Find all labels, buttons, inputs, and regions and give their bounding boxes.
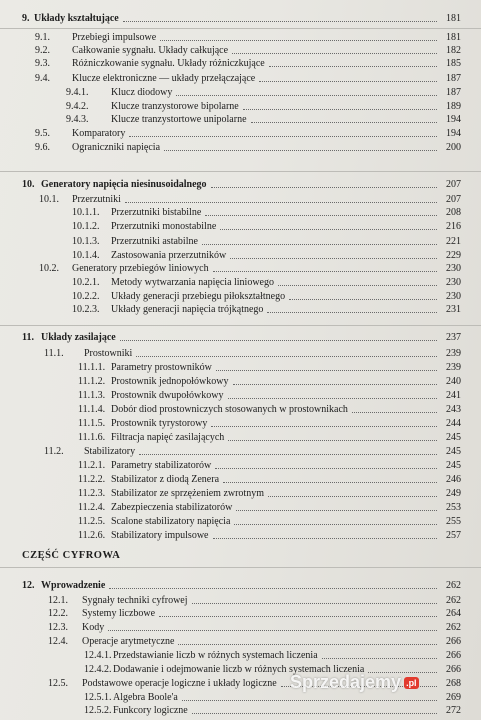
dot-leader (129, 136, 437, 137)
toc-entry-title: Prostownik jednopołówkowy (111, 376, 229, 387)
toc-entry (0, 31, 481, 44)
dot-leader (236, 510, 437, 511)
toc-entry-number: 10.2.1. (72, 277, 100, 288)
toc-entry-number: 9.1. (35, 32, 50, 43)
toc-entry-page: 185 (446, 58, 461, 69)
toc-entry-title: Stabilizatory impulsowe (111, 530, 209, 541)
toc-entry-number: 11.2. (44, 446, 64, 457)
toc-entry-page: 262 (446, 595, 461, 606)
toc-entry-page: 262 (446, 622, 461, 633)
dot-leader (164, 150, 437, 151)
toc-chapter-entry (0, 579, 481, 592)
dot-leader (205, 215, 437, 216)
toc-entry-number: 10. (22, 179, 35, 190)
toc-entry-number: 10.2. (39, 263, 59, 274)
toc-entry (0, 515, 481, 528)
toc-entry-number: 9.4.2. (66, 101, 89, 112)
toc-entry (0, 235, 481, 248)
toc-entry-number: 10.1.3. (72, 236, 100, 247)
toc-entry-number: 10.2.2. (72, 291, 100, 302)
toc-entry-page: 249 (446, 488, 461, 499)
toc-entry-number: 11.1. (44, 348, 64, 359)
toc-entry-number: 11.2.4. (78, 502, 106, 513)
toc-entry-page: 245 (446, 460, 461, 471)
toc-entry-title: Systemy liczbowe (82, 608, 156, 619)
toc-entry-page: 262 (446, 580, 461, 591)
toc-entry (0, 347, 481, 360)
toc-entry-title: Generatory przebiegów liniowych (72, 263, 209, 274)
toc-entry-page: 181 (446, 13, 461, 24)
toc-entry-title: Różniczkowanie sygnału. Układy różniczkujące (72, 58, 265, 69)
toc-entry-number: 9.4.3. (66, 114, 89, 125)
toc-entry (0, 361, 481, 374)
toc-entry-page: 187 (446, 87, 461, 98)
toc-entry-page: 240 (446, 376, 461, 387)
toc-entry-page: 187 (446, 73, 461, 84)
toc-entry-page: 246 (446, 474, 461, 485)
toc-entry-number: 12.3. (48, 622, 68, 633)
toc-entry (0, 431, 481, 444)
toc-entry-number: 9.4.1. (66, 87, 89, 98)
toc-entry-page: 221 (446, 236, 461, 247)
dot-leader (228, 440, 437, 441)
dot-leader (139, 454, 437, 455)
toc-entry-number: 10.1. (39, 194, 59, 205)
toc-entry (0, 389, 481, 402)
toc-entry-page: 253 (446, 502, 461, 513)
toc-entry-page: 216 (446, 221, 461, 232)
toc-entry-title: Układy zasilające (41, 332, 116, 343)
toc-entry (0, 487, 481, 500)
toc-entry (0, 249, 481, 262)
toc-entry-page: 207 (446, 194, 461, 205)
toc-entry-title: Dobór diod prostowniczych stosowanych w prostownikach (111, 404, 348, 415)
toc-entry-number: 9.3. (35, 58, 50, 69)
toc-entry-page: 244 (446, 418, 461, 429)
toc-entry-page: 264 (446, 608, 461, 619)
toc-entry-number: 12.5. (48, 678, 68, 689)
watermark-logo (290, 672, 419, 693)
toc-entry (0, 86, 481, 99)
dot-leader (192, 713, 437, 714)
toc-entry-title: Parametry stabilizatorów (111, 460, 212, 471)
dot-leader (160, 40, 437, 41)
toc-entry-number: 11.2.2. (78, 474, 106, 485)
dot-leader (233, 384, 437, 385)
toc-entry-page: 231 (446, 304, 461, 315)
toc-entry-number: 12.4.1. (84, 650, 112, 661)
dot-leader (223, 482, 437, 483)
toc-entry (0, 303, 481, 316)
toc-entry-title: Metody wytwarzania napięcia liniowego (111, 277, 274, 288)
toc-entry (0, 220, 481, 233)
dot-leader (159, 616, 437, 617)
toc-entry-title: Filtracja napięć zasilających (111, 432, 225, 443)
toc-entry (0, 501, 481, 514)
toc-entry-page: 257 (446, 530, 461, 541)
toc-entry (0, 459, 481, 472)
toc-entry-page: 266 (446, 636, 461, 647)
toc-entry (0, 704, 481, 717)
dot-leader (211, 187, 437, 188)
toc-entry-title: Operacje arytmetyczne (82, 636, 175, 647)
toc-entry-number: 11.1.5. (78, 418, 106, 429)
page-rule (0, 171, 481, 172)
toc-entry-page: 243 (446, 404, 461, 415)
toc-entry (0, 417, 481, 430)
toc-entry (0, 127, 481, 140)
dot-leader (232, 53, 437, 54)
dot-leader (243, 109, 437, 110)
dot-leader (215, 468, 437, 469)
toc-entry-title: Przebiegi impulsowe (72, 32, 157, 43)
toc-entry (0, 607, 481, 620)
dot-leader (220, 229, 437, 230)
toc-entry-page: 255 (446, 516, 461, 527)
toc-entry-number: 11.1.3. (78, 390, 106, 401)
toc-entry (0, 113, 481, 126)
toc-entry-title: Układy generacji przebiegu piłokształtnego (111, 291, 286, 302)
dot-leader (268, 496, 437, 497)
toc-entry-number: 11.2.1. (78, 460, 106, 471)
page-rule (0, 28, 481, 29)
toc-entry (0, 473, 481, 486)
toc-entry-page: 230 (446, 263, 461, 274)
toc-entry-page: 189 (446, 101, 461, 112)
toc-entry-page: 200 (446, 142, 461, 153)
dot-leader (322, 658, 437, 659)
toc-entry-page: 266 (446, 664, 461, 675)
toc-entry-title: Prostownik tyrystorowy (111, 418, 208, 429)
toc-entry-number: 11.2.6. (78, 530, 106, 541)
dot-leader (211, 426, 437, 427)
toc-entry-title: Prostownik dwupołówkowy (111, 390, 224, 401)
dot-leader (352, 412, 437, 413)
toc-entry (0, 193, 481, 206)
toc-entry-title: Komparatory (72, 128, 126, 139)
toc-entry (0, 375, 481, 388)
toc-entry-number: 12.2. (48, 608, 68, 619)
toc-entry-number: 10.1.1. (72, 207, 100, 218)
toc-entry-title: Klucze tranzystortowe unipolarne (111, 114, 247, 125)
dot-leader (120, 340, 437, 341)
toc-entry (0, 403, 481, 416)
watermark-badge: .pl (406, 677, 417, 688)
toc-entry-number: 11.1.4. (78, 404, 106, 415)
dot-leader (136, 356, 437, 357)
toc-entry-number: 12.5.1. (84, 692, 112, 703)
toc-entry-title: Klucze tranzystorowe bipolarne (111, 101, 239, 112)
toc-entry-title: Sygnały techniki cyfrowej (82, 595, 188, 606)
toc-entry-page: 266 (446, 650, 461, 661)
toc-entry-page: 245 (446, 432, 461, 443)
toc-entry-number: 12.5.2. (84, 705, 112, 716)
toc-entry-number: 11.2.3. (78, 488, 106, 499)
toc-entry-number: 12. (22, 580, 35, 591)
dot-leader (108, 630, 437, 631)
toc-entry-number: 12.4. (48, 636, 68, 647)
dot-leader (182, 700, 437, 701)
toc-entry-title: Algebra Boole'a (113, 692, 178, 703)
toc-entry-title: Układy kształtujące (34, 13, 119, 24)
page-rule (0, 567, 481, 568)
toc-entry-number: 9.4. (35, 73, 50, 84)
toc-entry-page: 194 (446, 114, 461, 125)
toc-entry-title: Prostowniki (84, 348, 133, 359)
toc-entry-page: 194 (446, 128, 461, 139)
toc-entry (0, 621, 481, 634)
toc-entry-number: 11.1.6. (78, 432, 106, 443)
toc-entry-title: Całkowanie sygnału. Układy całkujące (72, 45, 229, 56)
toc-entry-number: 9.6. (35, 142, 50, 153)
dot-leader (269, 66, 437, 67)
toc-entry-page: 229 (446, 250, 461, 261)
toc-entry (0, 262, 481, 275)
toc-entry-title: Stabilizator z diodą Zenera (111, 474, 220, 485)
toc-entry (0, 290, 481, 303)
toc-entry-page: 239 (446, 348, 461, 359)
dot-leader (259, 81, 437, 82)
toc-entry-title: Przerzutniki (72, 194, 121, 205)
toc-entry-number: 12.1. (48, 595, 68, 606)
toc-entry (0, 445, 481, 458)
toc-entry-number: 9.2. (35, 45, 50, 56)
toc-entry (0, 141, 481, 154)
toc-entry (0, 57, 481, 70)
toc-entry-title: Podstawowe operacje logiczne i układy logiczne (82, 678, 277, 689)
dot-leader (267, 312, 437, 313)
watermark-text: Sprzedajemy (290, 672, 402, 692)
toc-entry (0, 594, 481, 607)
toc-entry-title: Przerzutniki monostabilne (111, 221, 217, 232)
dot-leader (176, 95, 437, 96)
toc-entry-title: Ograniczniki napięcia (72, 142, 161, 153)
toc-entry (0, 100, 481, 113)
dot-leader (228, 398, 437, 399)
toc-entry-title: Klucz diodowy (111, 87, 173, 98)
toc-entry-title: Przerzutniki astabilne (111, 236, 198, 247)
toc-entry-number: 10.1.4. (72, 250, 100, 261)
toc-entry-title: Przedstawianie liczb w różnych systemach liczenia (113, 650, 318, 661)
toc-entry-number: 11.1.2. (78, 376, 106, 387)
toc-entry (0, 44, 481, 57)
toc-entry-page: 268 (446, 678, 461, 689)
toc-entry-title: Generatory napięcia niesinusoidalnego (41, 179, 207, 190)
toc-entry-page: 207 (446, 179, 461, 190)
toc-entry-title: Klucze elektroniczne — układy przełączające (72, 73, 256, 84)
toc-entry-page: 245 (446, 446, 461, 457)
dot-leader (234, 524, 437, 525)
dot-leader (289, 299, 437, 300)
dot-leader (178, 644, 437, 645)
toc-entry-title: Zabezpieczenia stabilizatorów (111, 502, 233, 513)
toc-entry (0, 276, 481, 289)
toc-entry-title: Stabilizatory (84, 446, 136, 457)
toc-entry-page: 241 (446, 390, 461, 401)
toc-entry-number: 12.4.2. (84, 664, 112, 675)
toc-entry-page: 230 (446, 277, 461, 288)
toc-entry-page: 230 (446, 291, 461, 302)
toc-entry-title: Funkcory logiczne (113, 705, 188, 716)
toc-entry-title: Dodawanie i odejmowanie liczb w różnych systemach liczenia (113, 664, 365, 675)
toc-entry-title: Kody (82, 622, 105, 633)
toc-entry-page: 237 (446, 332, 461, 343)
toc-entry (0, 649, 481, 662)
toc-entry-title: Układy generacji napięcia trójkątnego (111, 304, 264, 315)
toc-chapter-entry (0, 331, 481, 344)
toc-entry (0, 206, 481, 219)
toc-entry-number: 10.1.2. (72, 221, 100, 232)
dot-leader (230, 258, 437, 259)
toc-entry-number: 11.1.1. (78, 362, 106, 373)
toc-chapter-entry (0, 12, 481, 25)
toc-entry-page: 208 (446, 207, 461, 218)
dot-leader (213, 538, 437, 539)
toc-chapter-entry (0, 178, 481, 191)
dot-leader (125, 202, 437, 203)
toc-entry-page: 182 (446, 45, 461, 56)
toc-entry-page: 181 (446, 32, 461, 43)
toc-entry-title: Przerzutniki bistabilne (111, 207, 202, 218)
toc-entry-title: Wprowadzenie (41, 580, 106, 591)
toc-entry-number: 11. (22, 332, 34, 343)
dot-leader (251, 122, 437, 123)
toc-entry (0, 72, 481, 85)
toc-entry-title: Zastosowania przerzutników (111, 250, 227, 261)
dot-leader (123, 21, 437, 22)
toc-entry-page: 239 (446, 362, 461, 373)
toc-entry (0, 529, 481, 542)
toc-entry-number: 9.5. (35, 128, 50, 139)
toc-entry-number: 10.2.3. (72, 304, 100, 315)
toc-entry-number: 9. (22, 13, 30, 24)
toc-entry-page: 269 (446, 692, 461, 703)
dot-leader (216, 370, 437, 371)
part-heading: CZĘŚĆ CYFROWA (22, 550, 121, 561)
toc-entry-page: 272 (446, 705, 461, 716)
dot-leader (202, 244, 437, 245)
page-rule (0, 325, 481, 326)
dot-leader (109, 588, 437, 589)
dot-leader (213, 271, 437, 272)
toc-entry (0, 635, 481, 648)
dot-leader (192, 603, 437, 604)
toc-entry-title: Parametry prostowników (111, 362, 212, 373)
toc-entry-title: Stabilizator ze sprzężeniem zwrotnym (111, 488, 264, 499)
dot-leader (278, 285, 437, 286)
toc-entry-title: Scalone stabilizatory napięcia (111, 516, 231, 527)
toc-entry-number: 11.2.5. (78, 516, 106, 527)
